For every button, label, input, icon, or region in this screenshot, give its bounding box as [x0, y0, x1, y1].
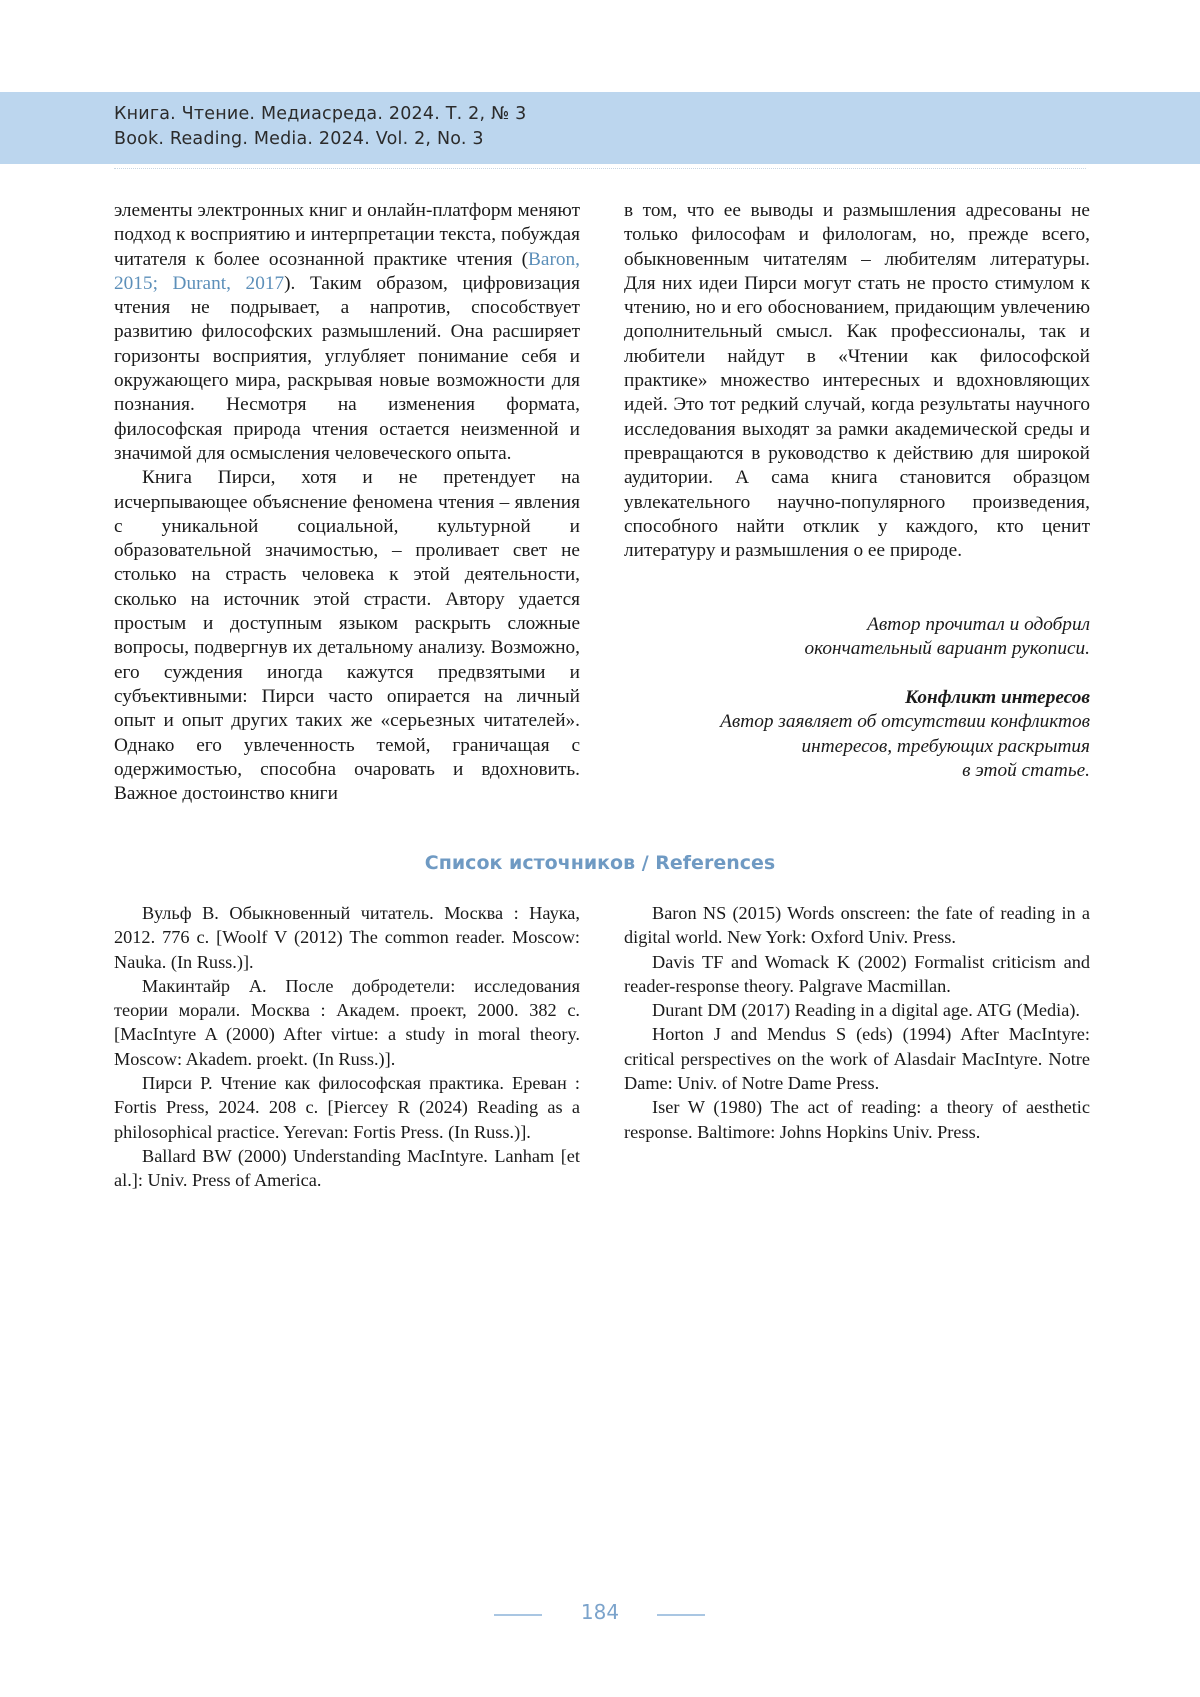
body-paragraph — [114, 199, 580, 466]
conflict-line: в этой статье. — [962, 759, 1090, 781]
conflict-of-interest — [624, 686, 1090, 783]
reference-item: Durant DM (2017) Reading in a digital age. ATG (Media). — [652, 1000, 1080, 1021]
page-number: 184 — [580, 1600, 620, 1624]
reference-item: Baron NS (2015) Words onscreen: the fate of reading in a digital world. New York: Oxford Univ. Press. — [624, 903, 1090, 948]
reference-item: Вульф В. Обыкновенный читатель. Москва : Наука, 2012. 776 с. [Woolf V (2012) The common reader. Moscow: Nauka. (In Russ.)]. — [114, 903, 580, 972]
journal-title-en: Book. Reading. Media. 2024. Vol. 2, No. 3 — [114, 129, 484, 149]
body-left-column — [114, 199, 580, 806]
page-footer — [0, 1600, 1200, 1630]
references-right-column — [624, 901, 1090, 1144]
journal-title-ru: Книга. Чтение. Медиасреда. 2024. Т. 2, № 3 — [114, 104, 527, 124]
reference-item: Horton J and Mendus S (eds) (1994) After MacIntyre: critical perspectives on the work of Alasdair MacIntyre. Notre Dame: Univ. of Notre Dame Press. — [624, 1024, 1090, 1094]
conflict-line: интересов, требующих раскрытия — [801, 735, 1090, 757]
reference-item: Пирси Р. Чтение как философская практика. Ереван : Fortis Press, 2024. 208 с. [Piercey R (2024) Reading as a philosophical practice. Yerevan: Fortis Press. (In Russ.)]. — [114, 1073, 580, 1142]
paragraph-text: элементы электронных книг и онлайн-платформ меняют подход к восприятию и интерпретации текста, побуждая читателя к более осознанной практике чтения ( — [114, 200, 580, 270]
journal-header-band — [0, 92, 1200, 164]
reference-item: Ballard BW (2000) Understanding MacIntyre. Lanham [et al.]: Univ. Press of America. — [114, 1145, 580, 1191]
citation-link[interactable]: Baron, 2015; Durant, 2017 — [114, 248, 580, 294]
approval-line: окончательный вариант рукописи. — [804, 638, 1090, 660]
footer-dash-left — [494, 1614, 542, 1616]
reference-item: Davis TF and Womack K (2002) Formalist criticism and reader-response theory. Palgrave Macmillan. — [624, 951, 1090, 996]
approval-line: Автор прочитал и одобрил — [867, 614, 1090, 635]
header-divider — [114, 168, 1086, 169]
conflict-line: Автор заявляет об отсутствии конфликтов — [720, 711, 1090, 733]
body-paragraph: в том, что ее выводы и размышления адресованы не только философам и филологам, но, прежде всего, обыкновенным читателям – любителям литературы. Для них идеи Пирси могут стать не просто стимулом к чтению, но и его обоснованием, придающим увлечению дополнительный смысл. Как профессионалы, так и любители найдут в «Чтении как философской практике» множество интересных и вдохновляющих идей. Это тот редкий случай, когда результаты научного исследования выходят за рамки академической среды и превращаются в руководство к действию для широкой аудитории. А сама книга становится образцом увлекательного научно-популярного произведения, способного найти отклик у каждого, кто ценит литературу и размышления о ее природе. — [624, 200, 1090, 562]
footer-dash-right — [657, 1614, 705, 1616]
reference-item: Макинтайр А. После добродетели: исследования теории морали. Москва : Академ. проект, 2000. 382 с. [MacIntyre A (2000) After virtue: a study in moral theory. Moscow: Akadem. proekt. (In Russ.)]. — [114, 975, 580, 1069]
conflict-title: Конфликт интересов — [905, 687, 1090, 708]
approval-note — [624, 613, 1090, 662]
reference-item: Iser W (1980) The act of reading: a theory of aesthetic response. Baltimore: Johns Hopkins Univ. Press. — [624, 1097, 1090, 1142]
body-paragraph: Книга Пирси, хотя и не претендует на исчерпывающее объяснение феномена чтения – явления с уникальной социальной, культурной и образовательной значимостью, – проливает свет не столько на страсть человека к этой деятельности, сколько на источник этой страсти. Автору удается простым и доступным языком раскрыть сложные вопросы, подвергнув их детальному анализу. Возможно, его суждения иногда кажутся предвзятыми и субъективными: Пирси часто опирается на личный опыт и опыт других таких же «серьезных читателей». Однако его увлеченность темой, граничащая с одержимостью, способна очаровать и вдохновить. Важное достоинство книги — [114, 467, 580, 805]
references-heading: Список источников / References — [424, 852, 776, 874]
paragraph-text: ). Таким образом, цифровизация чтения не подрывает, а напротив, способствует развитию философских размышлений. Она расширяет горизонты восприятия, углубляет понимание себя и окружающего мира, раскрывая новые возможности для познания. Несмотря на изменения формата, философская природа чтения остается неизменной и значимой для осмысления человеческого опыта. — [114, 272, 580, 464]
body-right-column — [624, 199, 1090, 563]
references-left-column — [114, 901, 580, 1193]
